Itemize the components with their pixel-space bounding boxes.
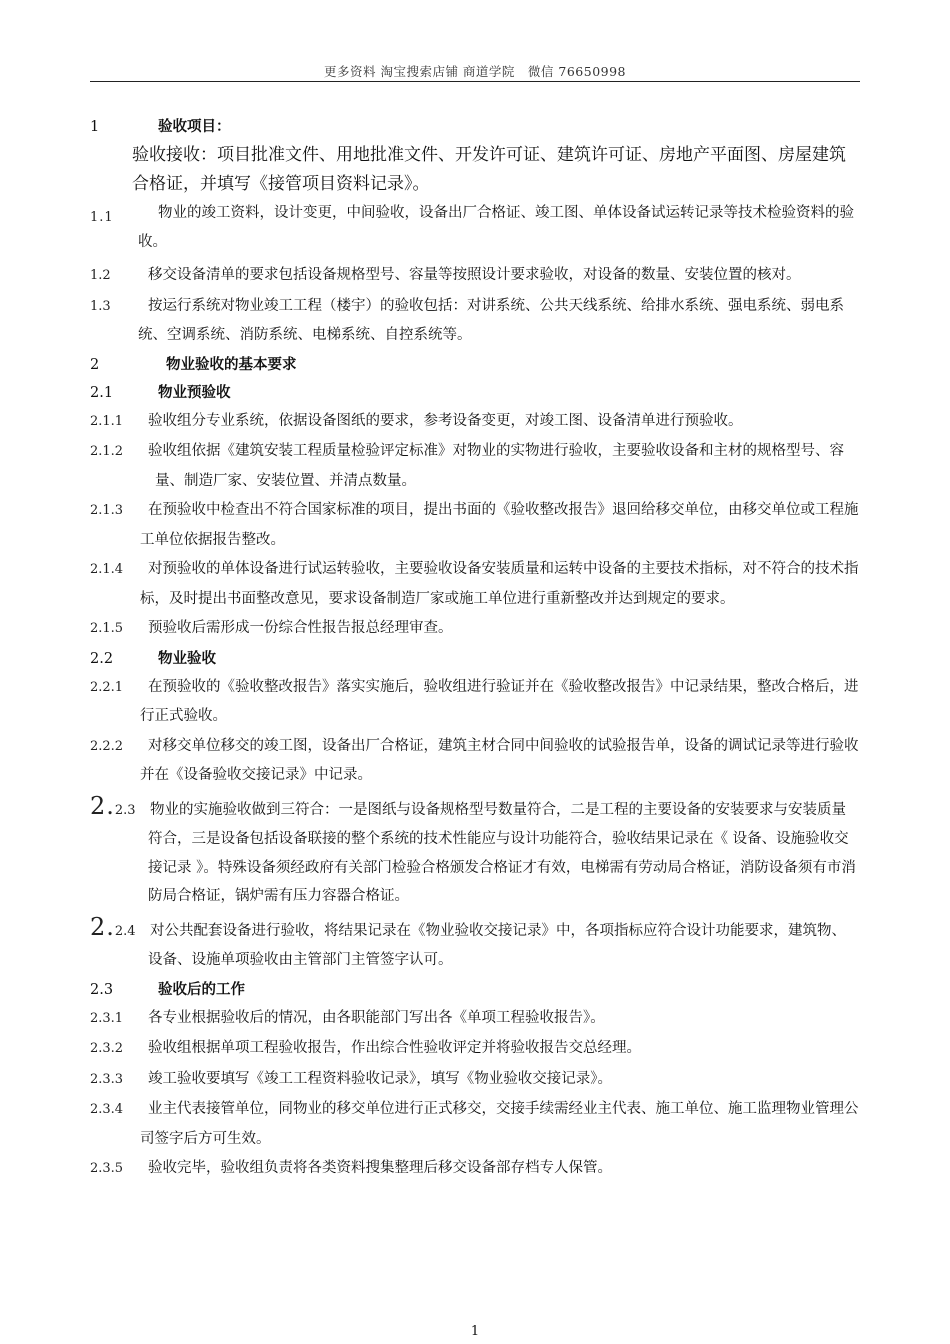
clause-2-3-1 (90, 1004, 860, 1034)
clause-number: 2.3.5 (90, 1161, 124, 1176)
section-2-heading (90, 351, 860, 379)
clause-text: 物业的竣工资料，设计变更，中间验收，设备出厂合格证、竣工图、单体设备试运转记录等技术检验资料的验收。 (138, 205, 854, 250)
section-2-1-heading (90, 379, 860, 407)
section-1-heading (90, 113, 860, 141)
clause-2-3-4 (90, 1095, 860, 1153)
clause-2-2-4 (90, 913, 860, 975)
clause-1-2 (90, 261, 860, 291)
clause-2-3-5 (90, 1154, 860, 1184)
clause-2-2-2 (90, 732, 860, 790)
clause-2-1-3 (90, 496, 860, 554)
page-header: 更多资料 淘宝搜索店铺 商道学院 微信 76650998 (323, 64, 627, 79)
header-rule (90, 81, 860, 82)
clause-number: 2.1.2 (90, 444, 124, 459)
clause-text: 对预验收的单体设备进行试运转验收，主要验收设备安装质量和运转中设备的主要技术指标，对不符合的技术指标，及时提出书面整改意见，要求设备制造厂家或施工单位进行重新整改并达到规定的要求。 (140, 561, 859, 607)
section-number: 1 (90, 119, 100, 135)
clause-text: 验收组根据单项工程验收报告，作出综合性验收评定并将验收报告交总经理。 (148, 1040, 641, 1056)
clause-text: 物业的实施验收做到三符合：一是图纸与设备规格型号数量符合，二是工程的主要设备的安装要求与安装质量符合，三是设备包括设备联接的整个系统的技术性能应与设计功能符合，验收结果记录在《 设备、设施验收交接记录 》。特殊设备须经政府有关部门检验合格颁发合格证才有效，电梯需有劳动局合格证，消防设备须有市消防局合格证，锅炉需有压力容器合格证。 (148, 801, 856, 904)
clause-number: 2.1.5 (90, 621, 124, 636)
clause-number: 2.2.1 (90, 679, 124, 695)
document-body (90, 113, 860, 1185)
clause-1-3 (90, 292, 860, 350)
clause-text: 按运行系统对物业竣工工程（楼宇）的验收包括：对讲系统、公共天线系统、给排水系统、强电系统、弱电系统、空调系统、消防系统、电梯系统、自控系统等。 (138, 297, 844, 343)
clause-number: 2.2.3 (90, 791, 136, 820)
clause-number: 2.3.4 (90, 1102, 124, 1117)
clause-number: 2.2.2 (90, 738, 124, 754)
clause-number: 2.1.3 (90, 503, 124, 518)
section-number: 2.1 (90, 384, 114, 401)
clause-number: 1.1 (90, 210, 114, 225)
section-title: 验收后的工作 (158, 980, 245, 998)
section-title: 验收项目： (158, 118, 231, 135)
clause-text: 竣工验收要填写《竣工工程资料验收记录》，填写《物业验收交接记录》。 (148, 1070, 612, 1087)
clause-text: 验收完毕，验收组负责将各类资料搜集整理后移交设备部存档专人保管。 (148, 1160, 612, 1176)
clause-2-3-2 (90, 1034, 860, 1064)
section-number: 2 (90, 356, 100, 373)
clause-text: 在预验收的《验收整改报告》落实实施后，验收组进行验证并在《验收整改报告》中记录结果，整改合格后，进行正式验收。 (140, 678, 859, 724)
section-title: 物业验收 (158, 649, 216, 667)
clause-2-1-4 (90, 555, 860, 613)
clause-2-2-1 (90, 673, 860, 731)
page-number: 1 (470, 1324, 480, 1339)
clause-text: 业主代表接管单位，同物业的移交单位进行正式移交，交接手续需经业主代表、施工单位、施工监理物业管理公司签字后方可生效。 (140, 1101, 859, 1147)
clause-text: 对移交单位移交的竣工图，设备出厂合格证，建筑主材合同中间验收的试验报告单，设备的调试记录等进行验收并在《设备验收交接记录》中记录。 (140, 737, 859, 783)
clause-number: 2.2.4 (90, 912, 136, 941)
clause-2-3-3 (90, 1065, 860, 1095)
section-title: 物业预验收 (158, 383, 231, 401)
clause-text: 对公共配套设备进行验收，将结果记录在《物业验收交接记录》中，各项指标应符合设计功能要求，建筑物、设备、设施单项验收由主管部门主管签字认可。 (148, 922, 846, 968)
section-title: 物业验收的基本要求 (166, 355, 297, 373)
section-number: 2.3 (90, 981, 114, 998)
clause-number: 1.3 (90, 298, 111, 314)
clause-text: 验收组依据《建筑安装工程质量检验评定标准》对物业的实物进行验收，主要验收设备和主材的规格型号、容量、制造厂家、安装位置、并清点数量。 (148, 443, 844, 489)
intro-paragraph: 验收接收：项目批准文件、用地批准文件、开发许可证、建筑许可证、房地产平面图、房屋建筑合格证，并填写《接管项目资料记录》。 (132, 145, 846, 194)
clause-number: 2.3.2 (90, 1041, 124, 1056)
clause-text: 验收组分专业系统，依据设备图纸的要求，参考设备变更，对竣工图、设备清单进行预验收。 (148, 412, 743, 429)
clause-number: 2.3.1 (90, 1010, 124, 1026)
clause-number: 2.1.4 (90, 562, 124, 577)
section-2-2-heading (90, 645, 860, 673)
clause-number: 2.1.1 (90, 413, 124, 429)
clause-text: 在预验收中检查出不符合国家标准的项目，提出书面的《验收整改报告》退回给移交单位，由移交单位或工程施工单位依据报告整改。 (140, 502, 859, 548)
clause-number: 2.3.3 (90, 1071, 124, 1087)
clause-2-1-2 (90, 437, 860, 495)
clause-1-1 (90, 203, 860, 260)
section-2-3-heading (90, 976, 860, 1004)
clause-2-1-1 (90, 407, 860, 437)
section-number: 2.2 (90, 650, 114, 667)
clause-2-1-5 (90, 614, 860, 644)
clause-2-2-3 (90, 792, 860, 911)
clause-text: 移交设备清单的要求包括设备规格型号、容量等按照设计要求验收，对设备的数量、安装位置的核对。 (148, 267, 801, 283)
clause-text: 预验收后需形成一份综合性报告报总经理审查。 (148, 620, 453, 636)
clause-number: 1.2 (90, 268, 111, 283)
clause-text: 各专业根据验收后的情况，由各职能部门写出各《单项工程验收报告》。 (148, 1009, 605, 1026)
